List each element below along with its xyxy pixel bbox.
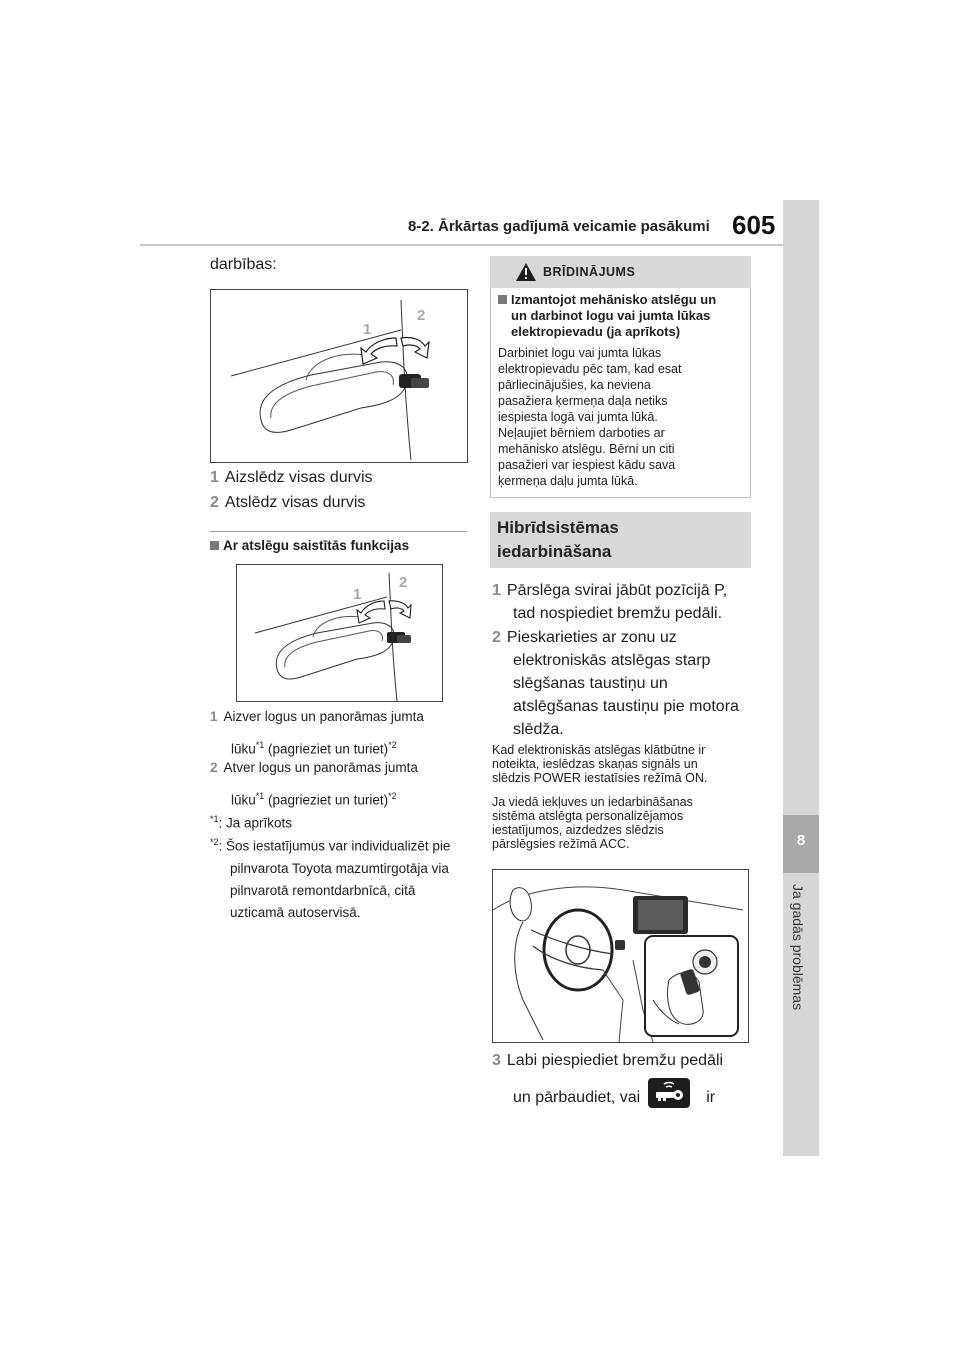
warning-body: Darbiniet logu vai jumta lūkas elektropievadu pēc tam, kad esat pārliecinājušies, ka neviena pasažiera ķermeņa daļa netiks iespiesta logā vai jumta lūkā. Neļaujiet bērniem darboties ar mehānisko atslēgu. Bērni un citi pasažieri var iespiest kādu sava ķermeņa daļu jumta lūkā. (498, 346, 682, 488)
warning-subtitle: Izmantojot mehānisko atslēgu un un darbinot logu vai jumta lūkas elektropievadu (ja aprīkots) (498, 292, 743, 340)
step-unlock-all: 2 Atslēdz visas durvis (210, 494, 366, 511)
driver-illustration (493, 870, 748, 1042)
square-bullet-icon (210, 541, 219, 550)
figure2-label-2: 2 (399, 574, 408, 591)
chapter-number: 8 (796, 832, 806, 849)
chapter-title-vertical (782, 880, 822, 1080)
chapter-title: Ja gadās problēmas (790, 884, 806, 1011)
figure2-label-1: 1 (353, 586, 362, 603)
subheading-key-functions: Ar atslēgu saistītās funkcijas (210, 538, 409, 553)
figure1-label-1: 1 (363, 321, 372, 338)
page-number: 605 (732, 210, 776, 240)
key-indicator-icon (648, 1078, 690, 1108)
step-touch-key: 2 Pieskarieties ar zonu uz elektroniskās atslēgas starp slēgšanas taustiņu un atslēgšanas taustiņu pie motora slēdža. (492, 629, 739, 738)
subheading-divider (210, 531, 467, 532)
step-close-windows: 1 Aizver logus un panorāmas jumta lūku$^{*1}$ (pagrieziet un turiet)$^{*2}$ (210, 709, 424, 757)
note-acc-mode: Ja viedā iekļuves un iedarbināšanas sistēma atslēgta personalizējamos iestatījumos, aizdedzes slēdzis pārslēgsies režīmā ACC. (492, 795, 693, 851)
square-bullet-icon (498, 295, 507, 304)
door-handle-figure-1 (210, 289, 468, 463)
step-press-brake: 3 Labi piespiediet bremžu pedāli un pārbaudiet, vai ir (492, 1052, 724, 1106)
footnote-2: $^{*2}$: Šos iestatījumus var individualizēt pie pilnvarota Toyota mazumtirgotāja via pilnvarotā remontdarbnīcā, citā uzticamā autoservisā. (210, 837, 451, 920)
warning-title: BRĪDINĀJUMS (543, 265, 636, 279)
door-handle-illustration-2 (237, 565, 442, 701)
door-handle-illustration-1 (211, 290, 467, 462)
section-title: 8-2. Ārkārtas gadījumā veicamie pasākumi (408, 218, 710, 235)
step-shift-lever: 1 Pārslēga svirai jābūt pozīcijā P, tad nospiediet bremžu pedāli. (492, 582, 728, 622)
driver-start-figure (492, 869, 749, 1043)
figure1-label-2: 2 (417, 307, 426, 324)
door-handle-figure-2 (236, 564, 443, 702)
step-open-windows: 2 Atver logus un panorāmas jumta lūku$^{*1}$ (pagrieziet un turiet)$^{*2}$ (210, 760, 418, 808)
step-lock-all: 1 Aizslēdz visas durvis (210, 469, 373, 486)
intro-text: darbības: (210, 256, 277, 273)
note-key-detected: Kad elektroniskās atslēgas klātbūtne ir noteikta, ieslēdzas skaņas signāls un slēdzis POWER iestatīsies režīmā ON. (492, 743, 708, 785)
section-heading: Hibrīdsistēmas iedarbināšana (497, 518, 619, 561)
footnote-1: $^{*1}$: Ja aprīkots (210, 814, 293, 831)
header-divider (140, 244, 790, 246)
warning-triangle-icon (515, 262, 537, 282)
